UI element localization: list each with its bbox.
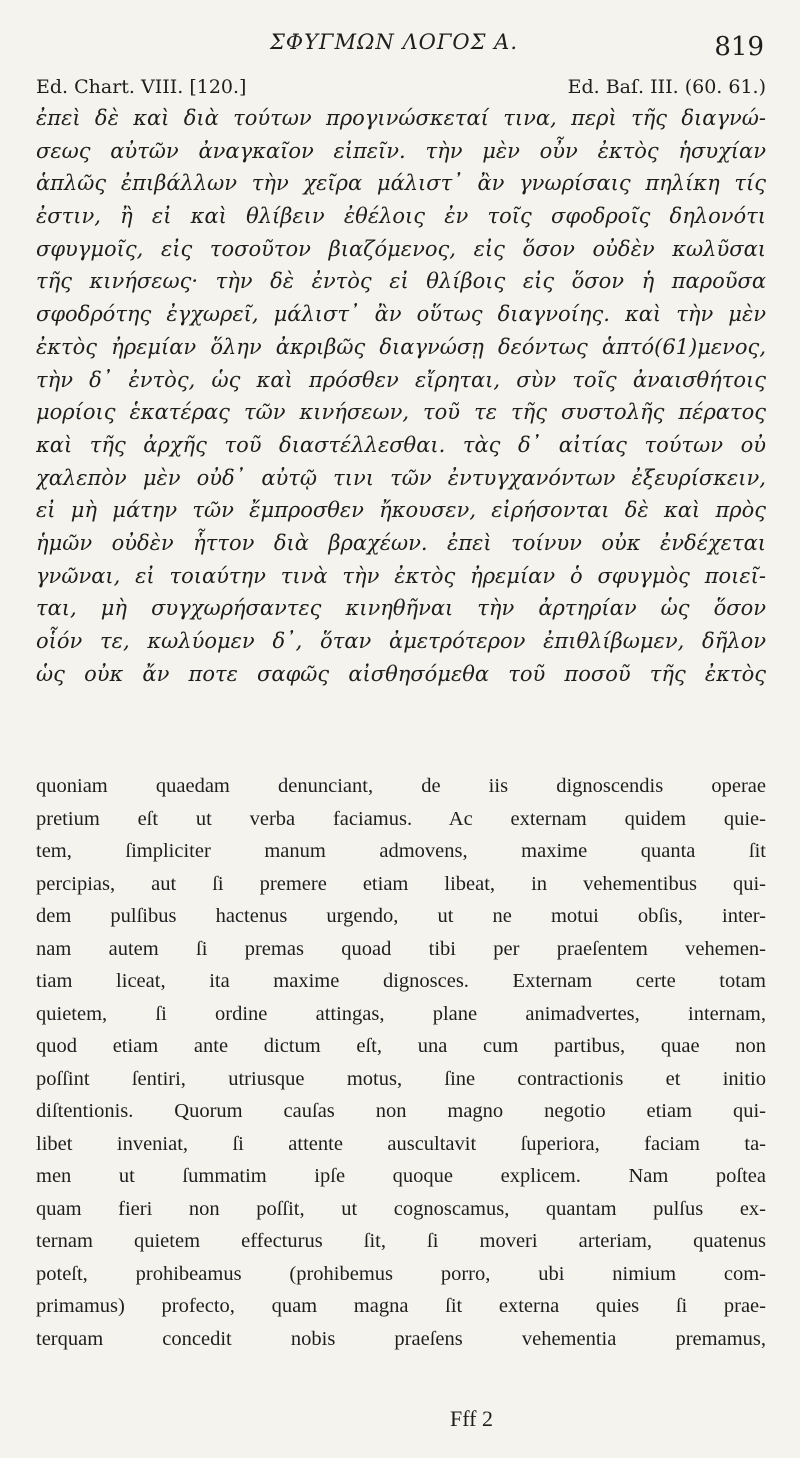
greek-line: σφυγμοῖς, εἰς τοσοῦτον βιαζόμενος, εἰς ὅσον οὐδὲν κωλῦσαι — [36, 236, 766, 261]
greek-line: σφοδρότης ἐγχωρεῖ, μάλιστ᾽ ἂν οὕτως διαγνοίης. καὶ τὴν μὲν — [36, 302, 766, 327]
latin-line: men ut ſummatim ipſe quoque explicem. Nam poſtea — [36, 1165, 766, 1187]
greek-line: χαλεπὸν μὲν οὐδ᾽ αὐτῷ τινι τῶν ἐντυγχανόντων ἐξευρίσκειν, — [36, 465, 766, 490]
latin-line: quietem, ſi ordine attingas, plane animadvertes, internam, — [36, 1002, 766, 1025]
greek-line: ἁπλῶς ἐπιβάλλων τὴν χεῖρα μάλιστ᾽ ἂν γνωρίσαις πηλίκη τίς — [36, 171, 766, 196]
greek-line: γνῶναι, εἰ τοιαύτην τινὰ τὴν ἐκτὸς ἠρεμίαν ὁ σφυγμὸς ποιεῖ- — [36, 563, 766, 588]
edition-chart-reference: Ed. Chart. VIII. [120.] — [36, 76, 247, 98]
latin-line: primamus) profecto, quam magna ſit externa quies ſi prae- — [36, 1295, 766, 1317]
running-title: ΣΦΥΓΜΩΝ ΛΟΓΟΣ Α. — [270, 30, 518, 54]
greek-line: ἐστιν, ἢ εἰ καὶ θλίβειν ἐθέλοις ἐν τοῖς σφοδροῖς δηλονότι — [36, 204, 766, 229]
latin-line: tem, ſimpliciter manum admovens, maxime quanta ſit — [36, 840, 766, 862]
latin-text — [36, 770, 766, 1355]
greek-line: ἡμῶν οὐδὲν ἧττον διὰ βραχέων. ἐπεὶ τοίνυν οὐκ ἐνδέχεται — [36, 530, 766, 555]
latin-line: nam autem ſi premas quoad tibi per praeſentem vehemen- — [36, 937, 766, 960]
latin-line: dem pulſibus hactenus urgendo, ut ne motui obſis, inter- — [36, 905, 766, 927]
latin-line: pretium eſt ut verba faciamus. Ac externam quidem quie- — [36, 807, 766, 830]
latin-line: terquam concedit nobis praeſens vehementia premamus, — [36, 1327, 766, 1350]
latin-line: quam fieri non poſſit, ut cognoscamus, quantam pulſus ex- — [36, 1197, 766, 1220]
greek-line: τὴν δ᾽ ἐντὸς, ὡς καὶ πρόσθεν εἴρηται, σὺν τοῖς ἀναισθήτοις — [36, 367, 766, 392]
greek-line: καὶ τῆς ἀρχῆς τοῦ διαστέλλεσθαι. τὰς δ᾽ αἰτίας τούτων οὐ — [36, 432, 766, 457]
running-head — [0, 30, 800, 60]
latin-line: diſtentionis. Quorum cauſas non magno negotio etiam qui- — [36, 1100, 766, 1122]
edition-basel-reference: Ed. Baſ. III. (60. 61.) — [567, 76, 766, 98]
latin-line: libet inveniat, ſi attente auscultavit ſuperiora, faciam ta- — [36, 1132, 766, 1155]
greek-line: ἐκτὸς ἠρεμίαν ὅλην ἀκριβῶς διαγνώσῃ δεόντως ἁπτό(61)μενος, — [36, 334, 766, 359]
latin-line: tiam liceat, ita maxime dignosces. Externam certe totam — [36, 970, 766, 992]
greek-line: εἰ μὴ μάτην τῶν ἔμπροσθεν ἤκουσεν, εἰρήσονται δὲ καὶ πρὸς — [36, 498, 766, 523]
greek-text — [36, 102, 766, 690]
greek-line: οἷόν τε, κωλύομεν δ᾽, ὅταν ἀμετρότερον ἐπιθλίβωμεν, δῆλον — [36, 629, 766, 653]
edition-references — [36, 76, 766, 102]
latin-line: poſſint ſentiri, utriusque motus, ſine contractionis et initio — [36, 1067, 766, 1090]
latin-line: quoniam quaedam denunciant, de iis dignoscendis operae — [36, 775, 766, 797]
greek-line: μορίοις ἑκατέρας τῶν κινήσεων, τοῦ τε τῆς συστολῆς πέρατος — [36, 400, 766, 425]
latin-line: poteſt, prohibeamus (prohibemus porro, ubi nimium com- — [36, 1262, 766, 1285]
greek-line: σεως αὐτῶν ἀναγκαῖον εἰπεῖν. τὴν μὲν οὖν ἐκτὸς ἡσυχίαν — [36, 138, 766, 163]
greek-line: ὡς οὐκ ἄν ποτε σαφῶς αἰσθησόμεθα τοῦ ποσοῦ τῆς ἐκτὸς — [36, 661, 766, 686]
greek-line: τῆς κινήσεως· τὴν δὲ ἐντὸς εἰ θλίβοις εἰς ὅσον ἡ παροῦσα — [36, 269, 766, 294]
latin-line: quod etiam ante dictum eſt, una cum partibus, quae non — [36, 1035, 766, 1057]
latin-line: ternam quietem effecturus ſit, ſi moveri arteriam, quatenus — [36, 1230, 766, 1252]
page-number: 819 — [714, 32, 764, 62]
latin-line: percipias, aut ſi premere etiam libeat, in vehementibus qui- — [36, 872, 766, 895]
greek-line: ἐπεὶ δὲ καὶ διὰ τούτων προγινώσκεταί τινα, περὶ τῆς διαγνώ- — [36, 106, 766, 130]
greek-line: ται, μὴ συγχωρήσαντες κινηθῆναι τὴν ἀρτηρίαν ὡς ὅσον — [36, 596, 766, 621]
signature-mark: Fff 2 — [450, 1406, 493, 1431]
